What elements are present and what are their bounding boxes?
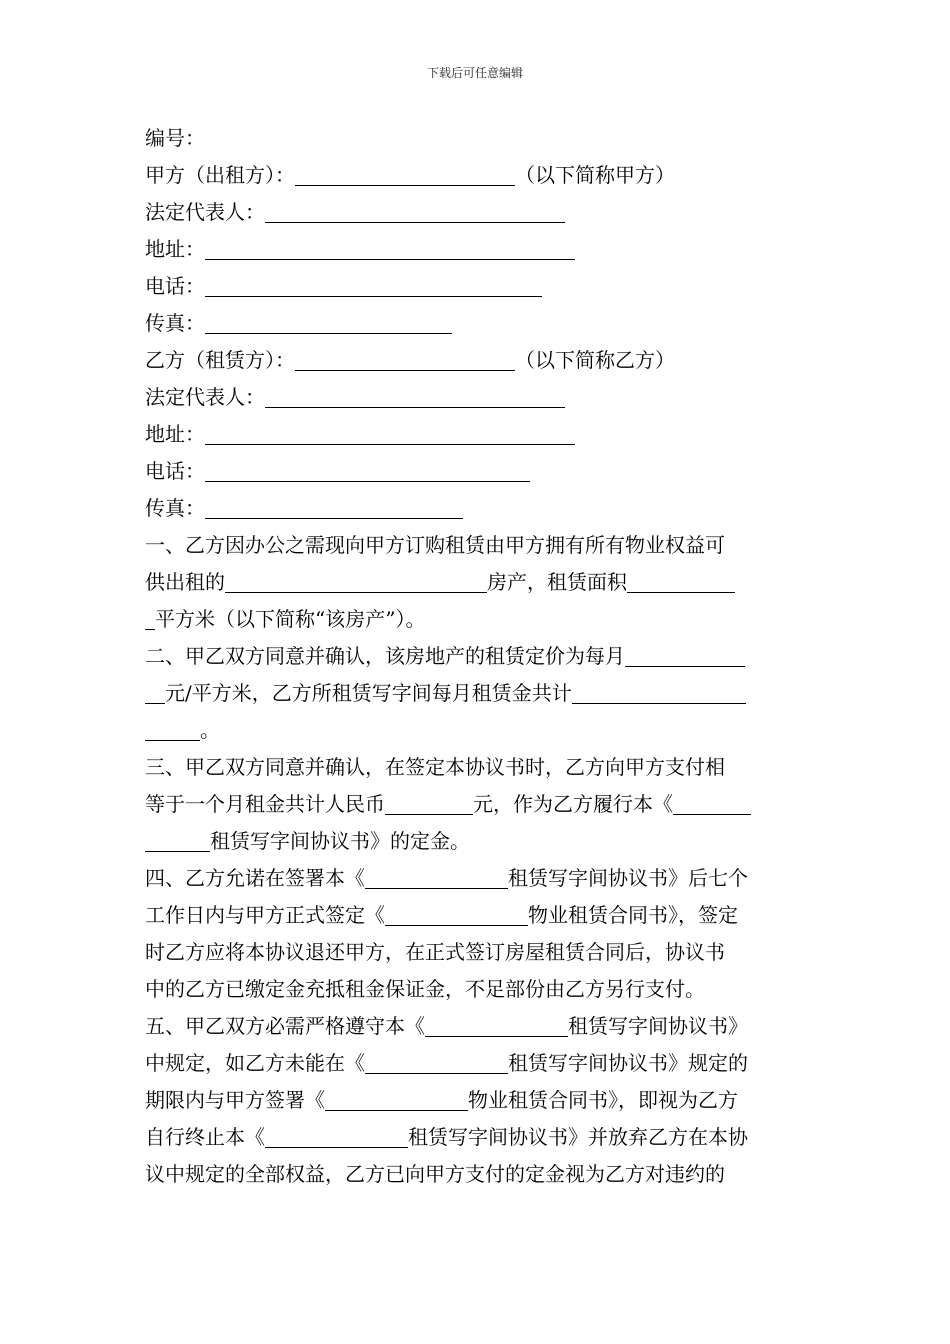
clause-1-line-3 <box>145 601 807 638</box>
clause-2-text-b: 元/平方米，乙方所租赁写字间每月租赁金共计 <box>165 681 572 705</box>
clause-2-total-blank <box>572 683 746 704</box>
party-a-fax-line <box>145 305 807 342</box>
clause-2-line-2 <box>145 675 807 712</box>
clause-2-text-c: 。 <box>200 718 220 742</box>
clause-5-text-d: 租赁写字间协议书》规定的 <box>508 1051 748 1075</box>
clause-3-amount-blank <box>385 794 473 815</box>
party-a-rep-blank <box>265 202 565 223</box>
contract-body <box>145 120 807 1193</box>
clause-3-line-2 <box>145 786 807 823</box>
clause-3-text-c: 元，作为乙方履行本《 <box>473 792 673 816</box>
clause-5-text-e: 期限内与甲方签署《 <box>145 1088 325 1112</box>
clause-4-line-3 <box>145 934 807 971</box>
clause-1-text-d: 平方米（以下简称“该房产”）。 <box>155 607 426 631</box>
party-a-name-blank <box>295 165 515 186</box>
clause-5-line-3 <box>145 1082 807 1119</box>
clause-3-line-1 <box>145 749 807 786</box>
clause-2-line-1 <box>145 638 807 675</box>
party-b-phone-blank <box>205 461 530 482</box>
clause-4-line-4 <box>145 971 807 1008</box>
party-b-rep-blank <box>265 387 565 408</box>
number-line <box>145 120 807 157</box>
party-b-suffix: （以下简称乙方） <box>515 348 675 372</box>
clause-1-text-b: 供出租的 <box>145 570 225 594</box>
party-a-phone-line <box>145 268 807 305</box>
party-b-fax-label: 传真： <box>145 496 205 520</box>
clause-4-text-a: 四、乙方允诺在签署本《 <box>145 866 365 890</box>
clause-1-property-blank <box>225 572 487 593</box>
clause-3-agreement-blank-cont <box>145 831 210 852</box>
clause-4-agreement-blank <box>365 868 508 889</box>
party-a-phone-blank <box>205 276 542 297</box>
clause-4-text-b: 租赁写字间协议书》后七个 <box>508 866 748 890</box>
party-a-addr-line <box>145 231 807 268</box>
clause-4-text-d: 物业租赁合同书》，签定 <box>528 903 738 927</box>
clause-4-line-1 <box>145 860 807 897</box>
party-b-name-blank <box>295 350 515 371</box>
clause-5-text-g: 自行终止本《 <box>145 1125 265 1149</box>
clause-3-text-d: 租赁写字间协议书》的定金。 <box>210 829 470 853</box>
clause-5-line-5 <box>145 1156 807 1193</box>
clause-1-text-a: 一、乙方因办公之需现向甲方订购租赁由甲方拥有所有物业权益可 <box>145 533 725 557</box>
clause-3-agreement-blank <box>673 794 751 815</box>
page-header-note: 下载后可任意编辑 <box>426 66 523 80</box>
clause-1-area-blank-cont <box>145 609 155 630</box>
clause-5-agreement-blank-1 <box>425 1016 568 1037</box>
party-b-phone-line <box>145 453 807 490</box>
clause-5-line-2 <box>145 1045 807 1082</box>
party-a-fax-label: 传真： <box>145 311 205 335</box>
party-b-fax-line <box>145 490 807 527</box>
clause-5-line-4 <box>145 1119 807 1156</box>
clause-1-area-blank <box>627 572 735 593</box>
party-a-fax-blank <box>205 313 452 334</box>
clause-2-line-3 <box>145 712 807 749</box>
party-a-line <box>145 157 807 194</box>
clause-4-contract-blank <box>385 905 528 926</box>
party-a-addr-label: 地址： <box>145 237 205 261</box>
clause-4-line-2 <box>145 897 807 934</box>
clause-3-text-b: 等于一个月租金共计人民币 <box>145 792 385 816</box>
clause-3-text-a: 三、甲乙双方同意并确认，在签定本协议书时，乙方向甲方支付相 <box>145 755 725 779</box>
number-label: 编号： <box>145 126 205 150</box>
clause-4-text-f: 中的乙方已缴定金充抵租金保证金，不足部份由乙方另行支付。 <box>145 977 705 1001</box>
party-a-rep-label: 法定代表人： <box>145 200 265 224</box>
party-b-label: 乙方（租赁方）： <box>145 348 295 372</box>
party-b-addr-line <box>145 416 807 453</box>
party-a-addr-blank <box>205 239 575 260</box>
clause-2-text-a: 二、甲乙双方同意并确认，该房地产的租赁定价为每月 <box>145 644 625 668</box>
party-b-addr-blank <box>205 424 575 445</box>
clause-5-line-1 <box>145 1008 807 1045</box>
clause-1-line-2 <box>145 564 807 601</box>
clause-5-agreement-blank-3 <box>265 1127 408 1148</box>
party-a-phone-label: 电话： <box>145 274 205 298</box>
clause-5-agreement-blank-2 <box>365 1053 508 1074</box>
clause-5-text-h: 租赁写字间协议书》并放弃乙方在本协 <box>408 1125 748 1149</box>
clause-4-text-e: 时乙方应将本协议退还甲方，在正式签订房屋租赁合同后，协议书 <box>145 940 725 964</box>
party-b-line <box>145 342 807 379</box>
party-a-suffix: （以下简称甲方） <box>515 163 675 187</box>
clause-5-text-b: 租赁写字间协议书》 <box>568 1014 748 1038</box>
clause-5-text-f: 物业租赁合同书》，即视为乙方 <box>468 1088 738 1112</box>
clause-5-contract-blank <box>325 1090 468 1111</box>
party-b-fax-blank <box>205 498 463 519</box>
party-b-addr-label: 地址： <box>145 422 205 446</box>
party-b-rep-line <box>145 379 807 416</box>
clause-1-line-1 <box>145 527 807 564</box>
clause-5-text-i: 议中规定的全部权益，乙方已向甲方支付的定金视为乙方对违约的 <box>145 1162 725 1186</box>
clause-5-text-c: 中规定，如乙方未能在《 <box>145 1051 365 1075</box>
clause-2-total-blank-cont <box>145 720 200 741</box>
party-a-label: 甲方（出租方）： <box>145 163 295 187</box>
party-a-rep-line <box>145 194 807 231</box>
clause-5-text-a: 五、甲乙双方必需严格遵守本《 <box>145 1014 425 1038</box>
party-b-phone-label: 电话： <box>145 459 205 483</box>
clause-3-line-3 <box>145 823 807 860</box>
clause-1-text-c: 房产，租赁面积 <box>487 570 627 594</box>
clause-2-price-blank <box>625 646 745 667</box>
clause-4-text-c: 工作日内与甲方正式签定《 <box>145 903 385 927</box>
clause-2-price-blank-cont <box>145 683 165 704</box>
party-b-rep-label: 法定代表人： <box>145 385 265 409</box>
